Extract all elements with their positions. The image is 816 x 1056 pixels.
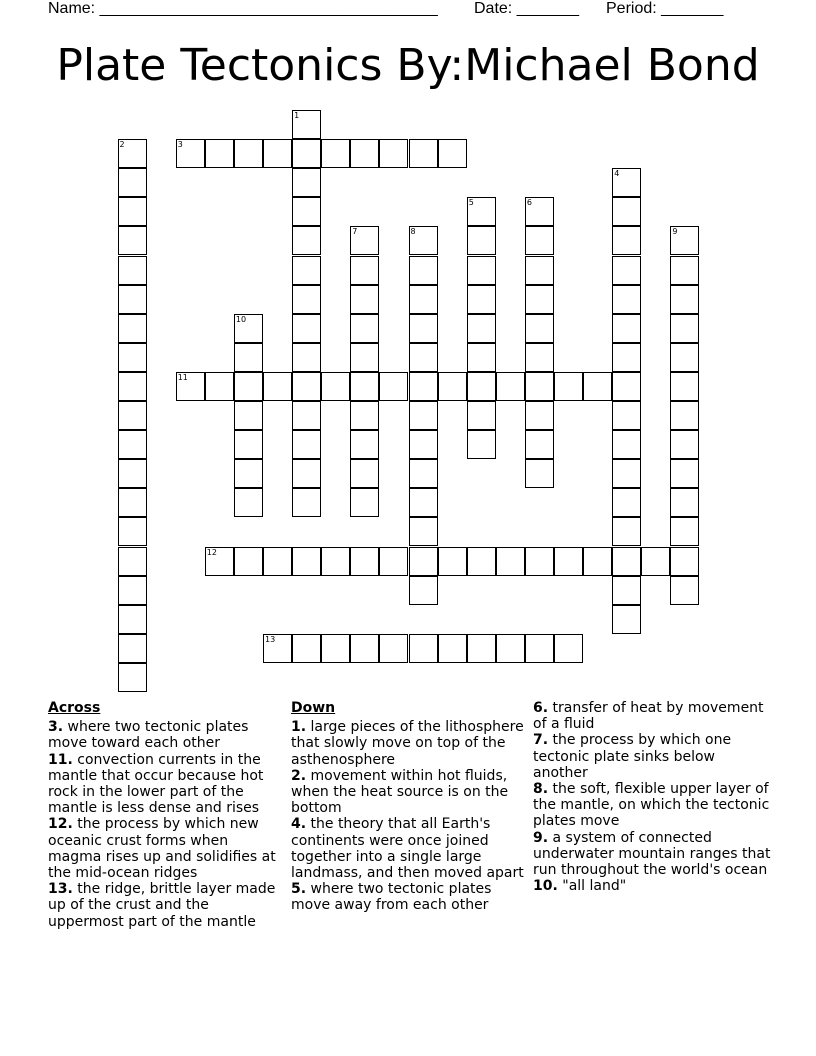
- crossword-cell[interactable]: [554, 634, 583, 663]
- crossword-cell[interactable]: [409, 401, 438, 430]
- crossword-cell[interactable]: [350, 139, 379, 168]
- crossword-cell[interactable]: [350, 488, 379, 517]
- clue-number-label: 5.: [291, 881, 307, 898]
- crossword-cell[interactable]: [670, 517, 699, 546]
- crossword-cell[interactable]: [292, 430, 321, 459]
- clue-text: where two tectonic plates move away from each other: [291, 881, 492, 914]
- crossword-cell[interactable]: [612, 168, 641, 197]
- down-heading: Down: [291, 700, 336, 716]
- date-field-label[interactable]: Date: _______: [474, 0, 579, 17]
- crossword-cell[interactable]: [409, 576, 438, 605]
- crossword-cell[interactable]: [234, 372, 263, 401]
- clue-text: a system of connected underwater mountain ranges that run throughout the world's ocean: [533, 829, 771, 879]
- clue-text: the process by which new oceanic crust forms when magma rises up and solidifies at the mid-ocean ridges: [48, 816, 276, 882]
- clue-text: the ridge, brittle layer made up of the crust and the uppermost part of the mantle: [48, 881, 276, 930]
- crossword-cell[interactable]: [612, 547, 641, 576]
- clue-number: 12: [206, 547, 217, 557]
- clue-number: 11: [177, 372, 188, 382]
- crossword-cell[interactable]: [350, 547, 379, 576]
- clue-text: the process by which one tectonic plate sinks below another: [533, 732, 732, 781]
- crossword-cell[interactable]: [409, 343, 438, 372]
- crossword-cell[interactable]: [409, 430, 438, 459]
- crossword-cell[interactable]: [118, 663, 147, 692]
- crossword-cell[interactable]: [467, 634, 496, 663]
- crossword-cell[interactable]: [205, 139, 234, 168]
- crossword-cell[interactable]: [350, 459, 379, 488]
- across-clue-list: [48, 719, 284, 930]
- crossword-cell[interactable]: [612, 372, 641, 401]
- clue-item: [291, 816, 527, 881]
- crossword-cell[interactable]: [612, 605, 641, 634]
- crossword-cell[interactable]: [118, 314, 147, 343]
- crossword-cell[interactable]: [612, 314, 641, 343]
- clue-number: 2: [119, 140, 125, 150]
- crossword-cell[interactable]: [118, 226, 147, 255]
- crossword-cell[interactable]: [118, 634, 147, 663]
- period-field-label[interactable]: Period: _______: [606, 0, 724, 17]
- crossword-cell[interactable]: [292, 459, 321, 488]
- clue-item: [533, 732, 773, 781]
- clue-text: transfer of heat by movement of a fluid: [533, 700, 764, 733]
- clue-number-label: 2.: [291, 767, 307, 784]
- clue-number-label: 7.: [533, 732, 549, 749]
- crossword-cell[interactable]: [118, 256, 147, 285]
- crossword-cell[interactable]: [409, 256, 438, 285]
- clue-item: [48, 752, 284, 817]
- crossword-cell[interactable]: [612, 430, 641, 459]
- clue-number-label: 4.: [291, 816, 307, 833]
- crossword-cell[interactable]: [612, 285, 641, 314]
- crossword-cell[interactable]: [525, 314, 554, 343]
- crossword-cell[interactable]: [118, 459, 147, 488]
- clue-text: large pieces of the lithosphere that slowly move on top of the asthenosphere: [291, 719, 524, 768]
- crossword-cell[interactable]: [292, 634, 321, 663]
- crossword-cell[interactable]: [321, 634, 350, 663]
- crossword-cell[interactable]: [554, 372, 583, 401]
- crossword-cell[interactable]: [670, 372, 699, 401]
- crossword-cell[interactable]: [612, 459, 641, 488]
- crossword-cell[interactable]: [118, 547, 147, 576]
- crossword-cell[interactable]: [525, 430, 554, 459]
- across-clues-column: [48, 700, 284, 930]
- crossword-cell[interactable]: [525, 634, 554, 663]
- crossword-cell[interactable]: [118, 488, 147, 517]
- crossword-cell[interactable]: [379, 139, 408, 168]
- crossword-cell[interactable]: [496, 634, 525, 663]
- crossword-cell[interactable]: [409, 372, 438, 401]
- clue-number: 4: [614, 169, 620, 179]
- down-clues-column-continued: [533, 700, 773, 894]
- clue-number-label: 6.: [533, 700, 549, 716]
- crossword-cell[interactable]: [467, 372, 496, 401]
- name-field-label[interactable]: Name: ______________________________________: [48, 0, 438, 17]
- crossword-cell[interactable]: [263, 634, 292, 663]
- clue-item: [291, 881, 527, 913]
- crossword-cell[interactable]: [525, 197, 554, 226]
- crossword-cell[interactable]: [409, 517, 438, 546]
- clue-item: [291, 768, 527, 817]
- crossword-cell[interactable]: [263, 372, 292, 401]
- clue-number-label: 9.: [533, 829, 549, 846]
- crossword-cell[interactable]: [409, 285, 438, 314]
- crossword-cell[interactable]: [525, 459, 554, 488]
- crossword-cell[interactable]: [612, 488, 641, 517]
- clue-number-label: 11.: [48, 751, 73, 768]
- clue-item: [533, 700, 773, 732]
- crossword-cell[interactable]: [292, 168, 321, 197]
- crossword-cell[interactable]: [321, 547, 350, 576]
- crossword-cell[interactable]: [525, 256, 554, 285]
- crossword-cell[interactable]: [176, 372, 205, 401]
- crossword-cell[interactable]: [409, 547, 438, 576]
- crossword-cell[interactable]: [670, 547, 699, 576]
- crossword-cell[interactable]: [118, 285, 147, 314]
- crossword-cell[interactable]: [350, 343, 379, 372]
- crossword-cell[interactable]: [263, 139, 292, 168]
- across-heading: Across: [48, 700, 101, 716]
- crossword-cell[interactable]: [670, 488, 699, 517]
- crossword-cell[interactable]: [670, 401, 699, 430]
- crossword-cell[interactable]: [118, 139, 147, 168]
- crossword-cell[interactable]: [118, 430, 147, 459]
- crossword-cell[interactable]: [350, 256, 379, 285]
- crossword-cell[interactable]: [176, 139, 205, 168]
- crossword-cell[interactable]: [292, 372, 321, 401]
- clue-number-label: 8.: [533, 781, 549, 798]
- crossword-cell[interactable]: [670, 314, 699, 343]
- clue-number: 8: [410, 227, 416, 237]
- crossword-cell[interactable]: [670, 430, 699, 459]
- crossword-cell[interactable]: [525, 226, 554, 255]
- crossword-cell[interactable]: [350, 372, 379, 401]
- crossword-cell[interactable]: [612, 517, 641, 546]
- crossword-cell[interactable]: [379, 634, 408, 663]
- clue-item: [533, 830, 773, 879]
- clue-text: the soft, flexible upper layer of the mantle, on which the tectonic plates move: [533, 781, 770, 830]
- crossword-cell[interactable]: [467, 226, 496, 255]
- down-clue-list: [291, 719, 527, 913]
- clue-number: 6: [526, 198, 532, 208]
- crossword-cell[interactable]: [409, 488, 438, 517]
- crossword-cell[interactable]: [234, 401, 263, 430]
- crossword-cell[interactable]: [321, 139, 350, 168]
- crossword-cell[interactable]: [292, 110, 321, 139]
- crossword-cell[interactable]: [612, 226, 641, 255]
- crossword-cell[interactable]: [525, 372, 554, 401]
- crossword-cell[interactable]: [438, 372, 467, 401]
- clue-number: 9: [672, 227, 678, 237]
- crossword-cell[interactable]: [612, 401, 641, 430]
- crossword-cell[interactable]: [118, 372, 147, 401]
- crossword-cell[interactable]: [350, 430, 379, 459]
- crossword-cell[interactable]: [292, 285, 321, 314]
- crossword-cell[interactable]: [670, 285, 699, 314]
- crossword-cell[interactable]: [292, 343, 321, 372]
- clue-item: [291, 719, 527, 768]
- crossword-cell[interactable]: [496, 372, 525, 401]
- clue-number: 10: [235, 314, 247, 324]
- clue-number: 1: [294, 111, 300, 120]
- crossword-cell[interactable]: [205, 372, 234, 401]
- crossword-cell[interactable]: [467, 285, 496, 314]
- crossword-cell[interactable]: [409, 634, 438, 663]
- clue-item: [48, 881, 284, 930]
- clue-item: [48, 816, 284, 881]
- crossword-cell[interactable]: [292, 197, 321, 226]
- crossword-cell[interactable]: [234, 459, 263, 488]
- crossword-cell[interactable]: [409, 226, 438, 255]
- crossword-cell[interactable]: [292, 314, 321, 343]
- clue-number-label: 10.: [533, 878, 558, 895]
- crossword-cell[interactable]: [467, 401, 496, 430]
- clue-number: 7: [352, 227, 358, 237]
- crossword-cell[interactable]: [118, 517, 147, 546]
- crossword-cell[interactable]: [438, 547, 467, 576]
- crossword-cell[interactable]: [118, 576, 147, 605]
- crossword-cell[interactable]: [554, 547, 583, 576]
- clue-item: [48, 719, 284, 751]
- crossword-cell[interactable]: [467, 256, 496, 285]
- crossword-cell[interactable]: [612, 576, 641, 605]
- clue-number-label: 3.: [48, 719, 64, 736]
- crossword-cell[interactable]: [292, 401, 321, 430]
- crossword-cell[interactable]: [292, 139, 321, 168]
- crossword-cell[interactable]: [438, 634, 467, 663]
- crossword-cell[interactable]: [350, 634, 379, 663]
- clue-number: 3: [177, 140, 183, 150]
- crossword-cell[interactable]: [496, 547, 525, 576]
- crossword-cell[interactable]: [234, 430, 263, 459]
- crossword-cell[interactable]: [525, 343, 554, 372]
- crossword-cell[interactable]: [234, 343, 263, 372]
- crossword-cell[interactable]: [612, 343, 641, 372]
- clue-number-label: 13.: [48, 881, 73, 898]
- crossword-cell[interactable]: [409, 459, 438, 488]
- crossword-cell[interactable]: [118, 605, 147, 634]
- down-clue-list-continued: [533, 700, 773, 894]
- crossword-cell[interactable]: [292, 547, 321, 576]
- crossword-cell[interactable]: [467, 197, 496, 226]
- clue-text: movement within hot fluids, when the heat source is on the bottom: [291, 767, 509, 817]
- crossword-cell[interactable]: [670, 343, 699, 372]
- crossword-cell[interactable]: [670, 226, 699, 255]
- crossword-cell[interactable]: [350, 401, 379, 430]
- crossword-cell[interactable]: [612, 256, 641, 285]
- crossword-cell[interactable]: [379, 372, 408, 401]
- crossword-cell[interactable]: [234, 547, 263, 576]
- clue-item: [533, 878, 773, 894]
- crossword-cell[interactable]: [525, 401, 554, 430]
- crossword-cell[interactable]: [118, 343, 147, 372]
- clue-text: convection currents in the mantle that occur because hot rock in the lower part of the mantle is less dense and rises: [48, 751, 264, 817]
- clue-text: "all land": [557, 878, 627, 895]
- crossword-cell[interactable]: [438, 139, 467, 168]
- clue-number-label: 12.: [48, 816, 73, 833]
- crossword-cell[interactable]: [409, 139, 438, 168]
- crossword-cell[interactable]: [583, 372, 612, 401]
- crossword-cell[interactable]: [467, 343, 496, 372]
- crossword-cell[interactable]: [467, 314, 496, 343]
- crossword-cell[interactable]: [292, 488, 321, 517]
- crossword-cell[interactable]: [379, 547, 408, 576]
- clue-text: where two tectonic plates move toward each other: [48, 719, 249, 752]
- crossword-cell[interactable]: [292, 226, 321, 255]
- crossword-cell[interactable]: [525, 285, 554, 314]
- crossword-cell[interactable]: [205, 547, 234, 576]
- crossword-cell[interactable]: [321, 372, 350, 401]
- crossword-cell[interactable]: [118, 168, 147, 197]
- clue-text: the theory that all Earth's continents were once joined together into a single large landmass, and then moved apart: [291, 816, 524, 882]
- clue-number-label: 1.: [291, 719, 307, 736]
- crossword-cell[interactable]: [525, 547, 554, 576]
- crossword-cell[interactable]: [467, 547, 496, 576]
- crossword-cell[interactable]: [409, 314, 438, 343]
- crossword-cell[interactable]: [350, 285, 379, 314]
- clue-number: 5: [468, 198, 474, 208]
- crossword-cell[interactable]: [583, 547, 612, 576]
- crossword-cell[interactable]: [234, 488, 263, 517]
- crossword-cell[interactable]: [350, 314, 379, 343]
- crossword-cell[interactable]: [641, 547, 670, 576]
- crossword-cell[interactable]: [234, 314, 263, 343]
- crossword-cell[interactable]: [263, 547, 292, 576]
- crossword-cell[interactable]: [467, 430, 496, 459]
- clue-item: [533, 781, 773, 830]
- crossword-cell[interactable]: [670, 576, 699, 605]
- crossword-cell[interactable]: [612, 197, 641, 226]
- crossword-cell[interactable]: [118, 197, 147, 226]
- crossword-cell[interactable]: [350, 226, 379, 255]
- worksheet-title: Plate Tectonics By:Michael Bond: [56, 40, 760, 91]
- down-clues-column: [291, 700, 527, 914]
- crossword-cell[interactable]: [234, 139, 263, 168]
- crossword-cell[interactable]: [670, 256, 699, 285]
- clue-number: 13: [265, 634, 276, 644]
- crossword-cell[interactable]: [118, 401, 147, 430]
- crossword-cell[interactable]: [670, 459, 699, 488]
- crossword-cell[interactable]: [292, 256, 321, 285]
